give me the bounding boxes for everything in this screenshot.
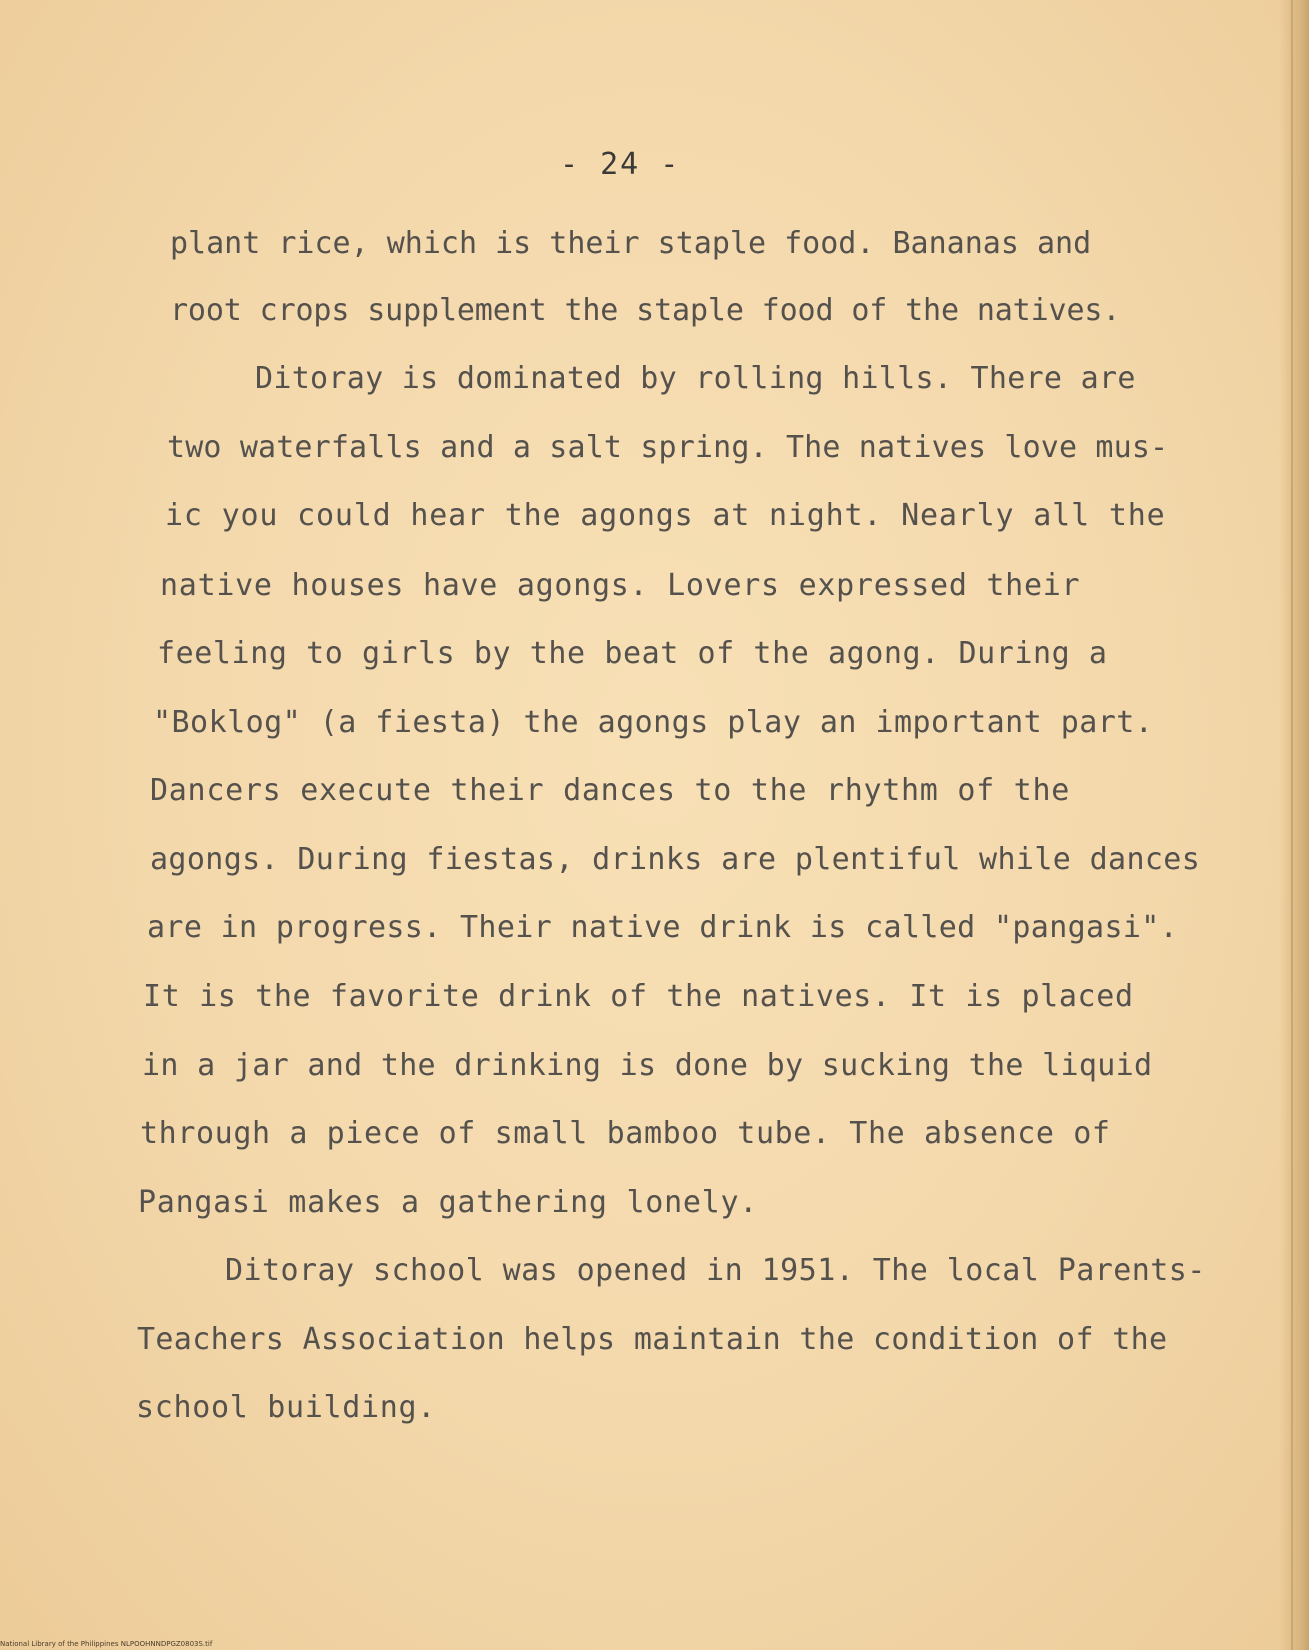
text-line-5: ic you could hear the agongs at night. Nearly all the	[165, 498, 1166, 533]
text-line-2: root crops supplement the staple food of the natives.	[170, 293, 1121, 328]
text-line-3: Ditoray is dominated by rolling hills. There are	[255, 361, 1136, 396]
text-line-16: Ditoray school was opened in 1951. The local Parents-	[225, 1253, 1206, 1288]
text-line-14: through a piece of small bamboo tube. The absence of	[140, 1116, 1111, 1151]
text-line-17: Teachers Association helps maintain the condition of the	[137, 1322, 1168, 1357]
text-line-13: in a jar and the drinking is done by sucking the liquid	[142, 1048, 1153, 1083]
text-line-6: native houses have agongs. Lovers expressed their	[160, 568, 1081, 603]
text-line-10: agongs. During fiestas, drinks are plentiful while dances	[150, 842, 1201, 877]
text-line-12: It is the favorite drink of the natives. It is placed	[143, 979, 1134, 1014]
text-line-18: school building.	[136, 1390, 436, 1425]
text-line-8: "Boklog" (a fiesta) the agongs play an important part.	[153, 705, 1154, 740]
text-line-7: feeling to girls by the beat of the agong. During a	[157, 636, 1108, 671]
text-line-9: Dancers execute their dances to the rhythm of the	[150, 773, 1071, 808]
text-line-11: are in progress. Their native drink is called "pangasi".	[147, 910, 1179, 945]
text-line-4: two waterfalls and a salt spring. The natives love mus-	[167, 430, 1169, 465]
page-number: - 24 -	[560, 147, 681, 182]
page-edge-line	[1291, 0, 1293, 1650]
text-line-1: plant rice, which is their staple food. Bananas and	[170, 226, 1092, 261]
text-line-15: Pangasi makes a gathering lonely.	[138, 1185, 759, 1220]
scan-footer-label: National Library of the Philippines NLPOOHNNDPGZ0803S.tif	[0, 1640, 213, 1648]
page-edge-shadow	[1279, 0, 1309, 1650]
